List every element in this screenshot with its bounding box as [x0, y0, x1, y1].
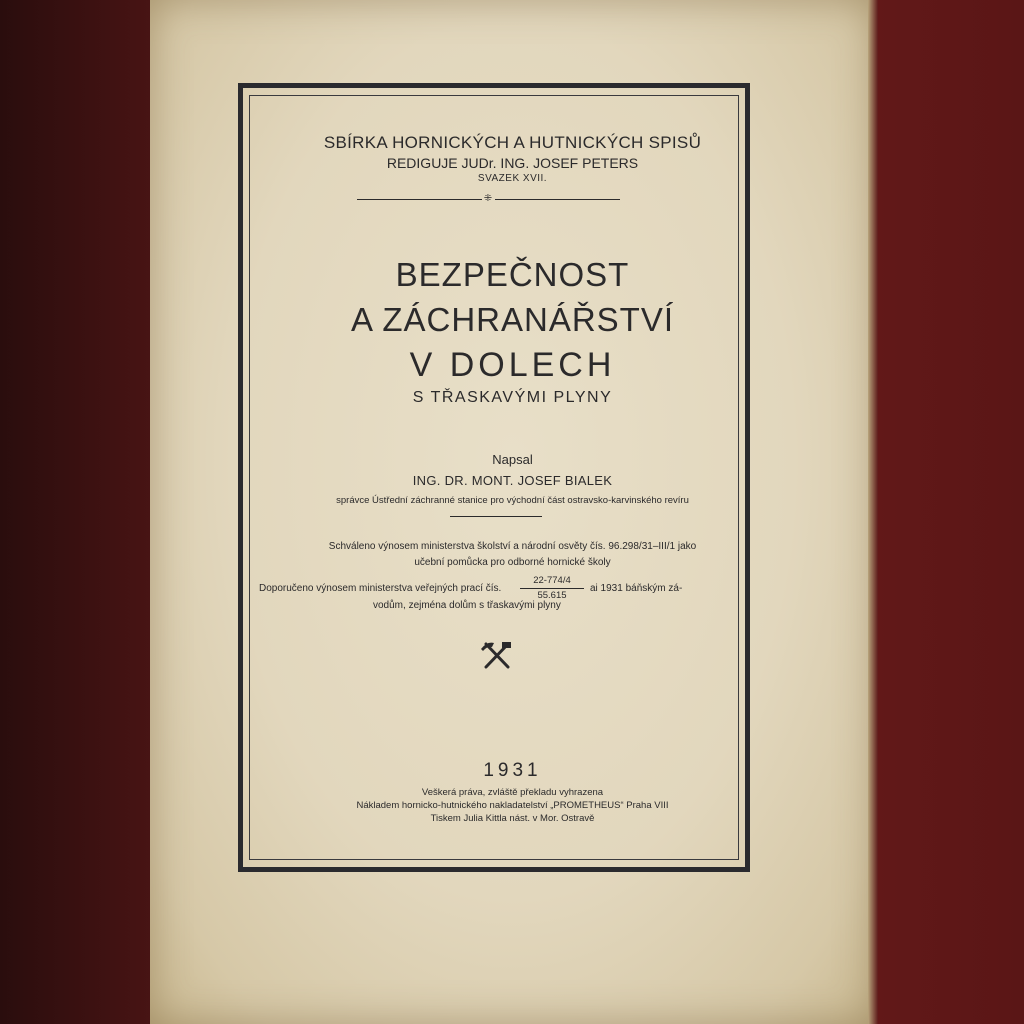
approval-line-1: Schváleno výnosem ministerstva školství a národní osvěty čís. 96.298/31–III/1 jako [328, 541, 697, 552]
author-rule [450, 516, 542, 517]
divider-right [495, 199, 620, 200]
title-subtitle: S TŘASKAVÝMI PLYNY [412, 389, 613, 406]
series-name: SBÍRKA HORNICKÝCH A HUTNICKÝCH SPISŮ [323, 133, 702, 152]
approval-line-3-start: Doporučeno výnosem ministerstva veřejných prací čís. [259, 583, 502, 594]
author-name: ING. DR. MONT. JOSEF BIALEK [412, 473, 613, 488]
publisher-line: Nákladem hornicko-hutnického nakladatelství „PROMETHEUS“ Praha VIII [356, 800, 669, 811]
fraction-bottom: 55.615 [537, 590, 567, 601]
page-edge [868, 0, 878, 1024]
title-line-2: A ZÁCHRANÁŘSTVÍ [350, 301, 675, 338]
divider-left [357, 199, 482, 200]
approval-line-4: vodům, zejména dolům s třaskavými plyny [373, 600, 561, 611]
printer-line: Tiskem Julia Kittla nást. v Mor. Ostravě [430, 813, 595, 824]
divider-ornament-icon: ⁜ [483, 193, 493, 204]
title-line-1: BEZPEČNOST [395, 256, 630, 293]
approval-line-2: učební pomůcka pro odborné hornické školy [414, 557, 611, 568]
fraction-top: 22-774/4 [533, 575, 571, 586]
series-editor: REDIGUJE JUDr. ING. JOSEF PETERS [386, 155, 639, 171]
book-cover [150, 0, 875, 1024]
title-line-3: V DOLECH [409, 346, 616, 384]
approval-line-3-end: ai 1931 báňským zá- [590, 583, 683, 594]
fraction-bar [520, 588, 584, 589]
series-volume: SVAZEK XVII. [477, 173, 548, 184]
hammer-and-pick-icon [480, 640, 514, 670]
publication-year: 1931 [483, 760, 542, 781]
author-label: Napsal [492, 452, 533, 467]
rights-notice: Veškerá práva, zvláště překladu vyhrazena [421, 787, 604, 798]
author-position: správce Ústřední záchranné stanice pro východní část ostravsko-karvinského revíru [336, 495, 689, 506]
